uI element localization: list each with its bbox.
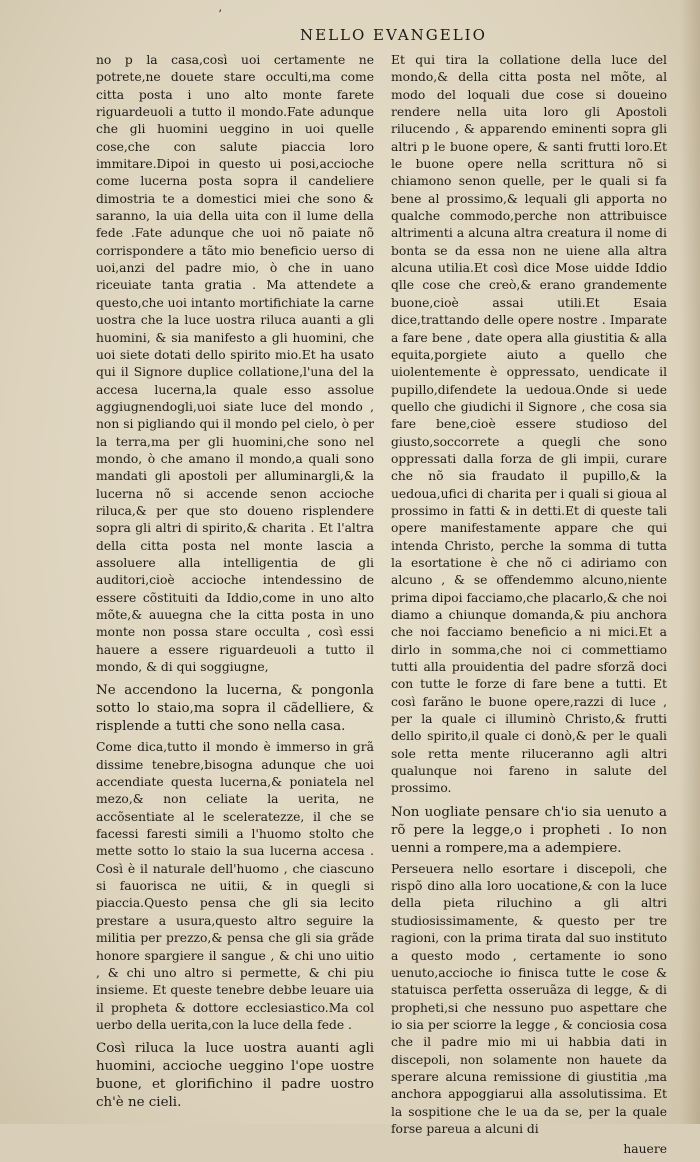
margin-mark: ʼ: [218, 8, 222, 21]
catchword: hauere: [623, 1142, 667, 1157]
left-verse-1: Ne accendono la lucerna, & pongonla sotto lo staio,ma sopra il cãdelliere, & risplende a tutti che sono nella casa.: [96, 683, 374, 735]
running-title: NELLO EVANGELIO: [300, 26, 487, 44]
right-verse-1: Non uogliate pensare ch'io sia uenuto a rõ pere la legge,o i propheti . Io non uenni a rompere,ma a adempiere.: [391, 804, 667, 856]
left-paragraph-1: no p la casa,così uoi certamente ne potrete,ne douete stare occulti,ma come citta posta i uno alto monte farete riguardeuoli a tutto il mondo.Fate adunque che gli huomini ueggino in uoi quelle cose,che con salute piaccia loro immitare.Dipoi in questo ui posi,accioche come lucerna posta sopra il candeliere dimostria te a domestici miei che sono & saranno, la uia della uita con il lume della fede .Fate adunque che uoi nõ paiate nõ corrispondere a tãto mio beneficio uerso di uoi,anzi del padre mio, ò che in uano riceuiate tanta gratia . Ma attendete a questo,che uoi intanto mortifichiate la carne uostra che la luce uostra riluca auanti a gli huomini, & sia manifesto a gli huomini, che uoi siete dotati dello spirito mio.Et ha usato qui il Signore duplice collatione,l'una del la accesa lucerna,la quale esso assolue aggiugnendogli,uoi siate luce del mondo , non si pigliando qui il mondo pel cielo, ò per la terra,ma per gli huomini,che sono nel mondo, ò che amano il mondo,a quali sono mandati gli apostoli per alluminargli,& la lucerna nõ si accende senon accioche riluca,& per que sto doueno risplendere sopra gli altri di spirito,& charita . Et l'altra della citta posta nel monte lascia a assoluere alla intelligentia de gli auditori,cioè accioche intendessino de essere cõstituiti da Iddio,come in uno alto mõte,& auuegna che la citta posta in uno monte non possa stare occulta , così essi hauere a essere riguardeuoli a tutto il mondo, & di qui soggiugne,: [96, 53, 374, 675]
right-paragraph-1: Et qui tira la collatione della luce del mondo,& della citta posta nel mõte, al modo del loquali due cose si doueino rendere nella uita loro gli Apostoli rilucendo , & apparendo eminenti sopra gli altri p le buone opere, & santi frutti loro.Et le buone opere nella scrittura nõ si chiamono senon quelle, per le quali si fa bene al prossimo,& lequali gli apporta no qualche commodo,perche non attribuisce altrimenti a alcuna altra creatura il nome di bonta se da essa non ne uiene alla altra alcuna utilia.Et così dice Mose uidde Iddio qlle cose che creò,& erano grandemente buone,cioè assai utili.Et Esaia dice,trattando delle opere nostre . Imparate a fare bene , date opera alla giustitia & alla equita,porgiete aiuto a quello che uiolentemente è oppressato, uendicate il pupillo,difendete la uedoua.Onde si uede quello che giudichi il Signore , che cosa sia fare bene,cioè essere studioso del giusto,soccorrete a quegli che sono oppressati dalla forza de gli impii, curare che nõ sia fraudato il pupillo,& la uedoua,ufici di charita per i quali si gioua al prossimo in fatti & in detti.Et di queste tali opere manifestamente appare che qui intenda Christo, perche la somma di tutta la esortatione è che nõ ci adiriamo con alcuno , & se offendemmo alcuno,niente prima dipoi facciamo,che placarlo,& che noi diamo a chiunque domanda,& piu anchora che noi facciamo beneficio a ni mici.Et a dirlo in somma,che noi ci commettiamo tutti alla prouidentia del padre sforzã doci con tutte le forze di fare bene a tutti. Et così farãno le buone opere,razzi di luce , per la quale ci illuminò Christo,& frutti dello spirito,il quale ci donò,& per le quali sole retta mente riluceranno agli altri qualunque noi fareno in salute del prossimo.: [391, 53, 667, 796]
left-column: [96, 52, 374, 1115]
left-paragraph-2: Come dica,tutto il mondo è immerso in grã dissime tenebre,bisogna adunque che uoi accendiate questa lucerna,& poniatela nel mezo,& non celiate la uerita, ne accõsentiate al le sceleratezze, il che se facessi faresti simili a l'huomo stolto che mette sotto lo staio la sua lucerna accesa . Così è il naturale dell'huomo , che ciascuno si fauorisca ne uitii, & in quegli si piaccia.Questo pensa che gli sia lecito prestare a usura,questo altro seguire la militia per prezzo,& pensa che gli sia grãde honore spargiere il sangue , & chi uno uitio , & chi uno altro si permette, & chi piu insieme. Et queste tenebre debbe leuare uia il propheta & dottore ecclesiastico.Ma col uerbo della uerita,con la luce della fede .: [96, 740, 374, 1032]
right-column: [391, 52, 667, 1162]
page-edge-shadow: [680, 0, 700, 1124]
right-paragraph-2: Perseuera nello esortare i discepoli, che rispõ dino alla loro uocatione,& con la luce della pieta riluchino a gli altri studiosissimamente, & questo per tre ragioni, con la prima tirata dal suo instituto a questo modo , certamente io sono uenuto,accioche io finisca tutte le cose & statuisca perfetta osseruãza di legge, & di propheti,si che nessuno puo aspettare che io sia per sciorre la legge , & conciosia cosa che il padre mio mi ui habbia dati in discepoli, non solamente non hauete da sperare alcuna remissione di giustitia ,ma anchora appoggiarui alla assolutissima. Et la sospitione che le ua da se, per la quale forse pareua a alcuni di: [391, 861, 667, 1136]
left-verse-2: Così riluca la luce uostra auanti agli huomini, accioche ueggino l'ope uostre buone, et glorifichino il padre uostro ch'è ne cieli.: [96, 1041, 374, 1111]
